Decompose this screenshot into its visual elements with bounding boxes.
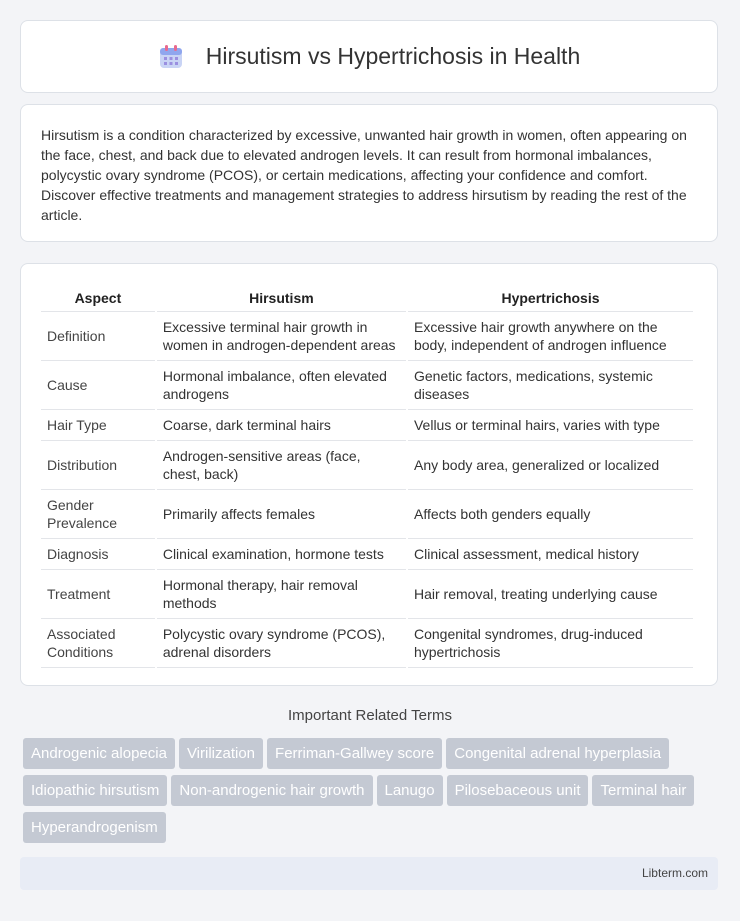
table-row [41, 312, 693, 361]
row-aspect: Definition [41, 312, 155, 361]
row-hirsutism: Excessive terminal hair growth in women in androgen-dependent areas [157, 312, 406, 361]
term-tag[interactable]: Non-androgenic hair growth [171, 775, 372, 806]
row-aspect: Gender Prevalence [41, 490, 155, 539]
term-tag[interactable]: Pilosebaceous unit [447, 775, 589, 806]
row-hypertrichosis: Any body area, generalized or localized [408, 441, 693, 490]
row-hirsutism: Polycystic ovary syndrome (PCOS), adrenal disorders [157, 619, 406, 668]
footer [20, 857, 718, 890]
intro-card [20, 104, 718, 242]
row-hypertrichosis: Affects both genders equally [408, 490, 693, 539]
table-row [41, 539, 693, 570]
row-hirsutism: Clinical examination, hormone tests [157, 539, 406, 570]
term-tag[interactable]: Congenital adrenal hyperplasia [446, 738, 669, 769]
related-terms-title: Important Related Terms [288, 707, 452, 724]
row-hypertrichosis: Congenital syndromes, drug-induced hypertrichosis [408, 619, 693, 668]
term-tag[interactable]: Ferriman-Gallwey score [267, 738, 442, 769]
row-hypertrichosis: Genetic factors, medications, systemic diseases [408, 361, 693, 410]
title-card [20, 20, 718, 93]
term-tag[interactable]: Hyperandrogenism [23, 812, 166, 843]
row-hypertrichosis: Excessive hair growth anywhere on the body, independent of androgen influence [408, 312, 693, 361]
row-aspect: Associated Conditions [41, 619, 155, 668]
related-terms-list [23, 738, 723, 849]
header-hirsutism: Hirsutism [157, 284, 406, 312]
term-tag[interactable]: Androgenic alopecia [23, 738, 175, 769]
row-aspect: Treatment [41, 570, 155, 619]
term-tag[interactable]: Idiopathic hirsutism [23, 775, 167, 806]
term-tag[interactable]: Lanugo [377, 775, 443, 806]
footer-site-link[interactable]: Libterm.com [641, 866, 708, 880]
table-row [41, 361, 693, 410]
table-row [41, 410, 693, 441]
page-title-text: Hirsutism vs Hypertrichosis in Health [205, 43, 581, 69]
term-tag[interactable]: Virilization [179, 738, 263, 769]
row-hirsutism: Androgen-sensitive areas (face, chest, back) [157, 441, 406, 490]
row-aspect: Cause [41, 361, 155, 410]
row-hirsutism: Hormonal imbalance, often elevated androgens [157, 361, 406, 410]
row-hypertrichosis: Hair removal, treating underlying cause [408, 570, 693, 619]
table-row [41, 441, 693, 490]
comparison-card [20, 263, 718, 686]
table-header-row [41, 284, 693, 312]
comparison-table [39, 284, 695, 668]
term-tag[interactable]: Terminal hair [592, 775, 694, 806]
table-row [41, 570, 693, 619]
calendar-icon [158, 44, 184, 70]
row-hypertrichosis: Clinical assessment, medical history [408, 539, 693, 570]
row-hypertrichosis: Vellus or terminal hairs, varies with type [408, 410, 693, 441]
table-row [41, 490, 693, 539]
page-title [158, 43, 580, 70]
intro-text: Hirsutism is a condition characterized by excessive, unwanted hair growth in women, often appearing on the face, chest, and back due to elevated androgen levels. It can result from hormonal imbalances, polycystic ovary syndrome (PCOS), or certain medications, affecting your confidence and comfort. Discover effective treatments and management strategies to address hirsutism by reading the rest of the article. [41, 127, 687, 223]
row-hirsutism: Hormonal therapy, hair removal methods [157, 570, 406, 619]
row-aspect: Hair Type [41, 410, 155, 441]
row-hirsutism: Primarily affects females [157, 490, 406, 539]
row-aspect: Distribution [41, 441, 155, 490]
row-hirsutism: Coarse, dark terminal hairs [157, 410, 406, 441]
row-aspect: Diagnosis [41, 539, 155, 570]
table-row [41, 619, 693, 668]
header-hypertrichosis: Hypertrichosis [408, 284, 693, 312]
header-aspect: Aspect [41, 284, 155, 312]
